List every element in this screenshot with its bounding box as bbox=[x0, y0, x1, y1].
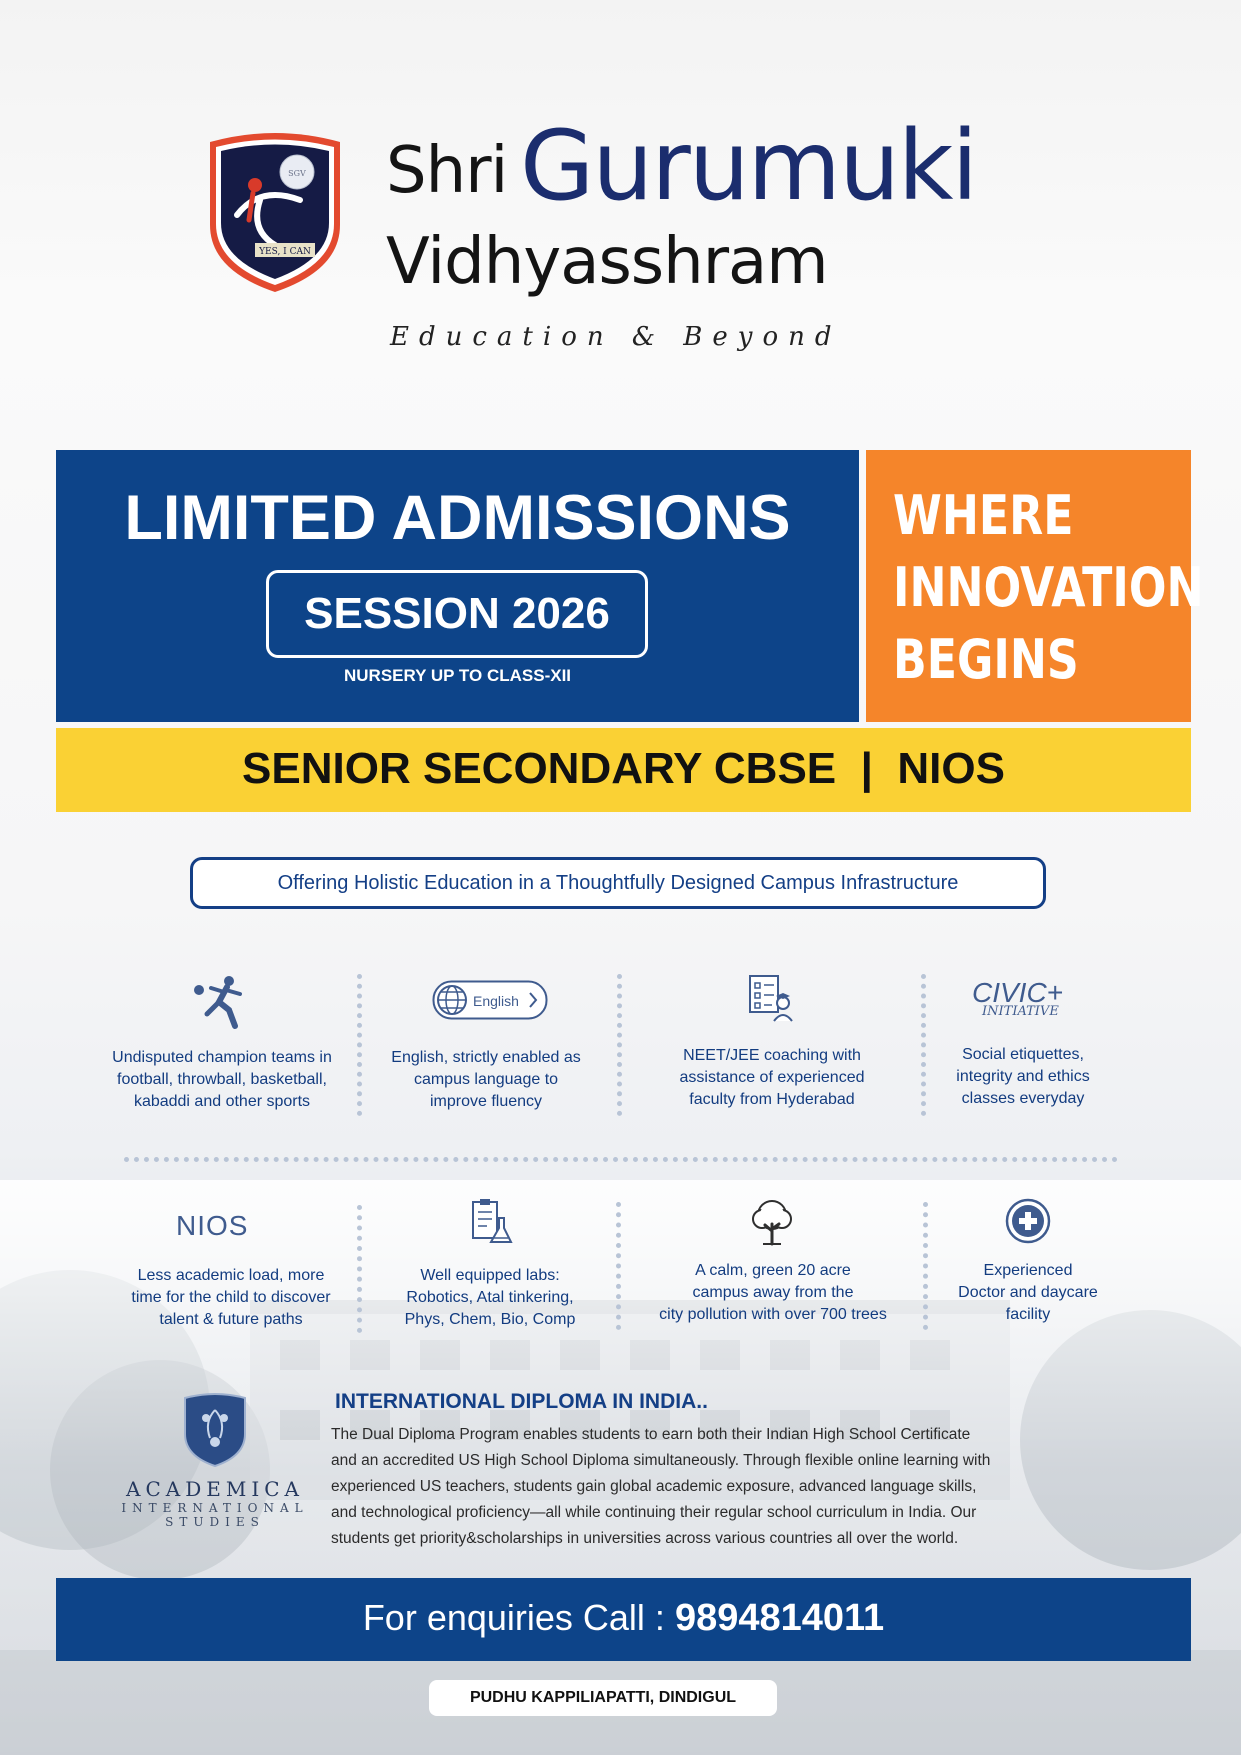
feature-line: classes everyday bbox=[961, 1090, 1085, 1107]
feature-line: Undisputed champion teams in bbox=[112, 1049, 332, 1066]
feature-line: time for the child to discover bbox=[131, 1289, 331, 1306]
academica-shield-icon bbox=[182, 1392, 248, 1468]
limited-admissions-headline: LIMITED ADMISSIONS bbox=[124, 483, 791, 553]
academica-sub-2: STUDIES bbox=[165, 1515, 265, 1529]
crest-monogram: SGV bbox=[288, 169, 306, 178]
feature-line: integrity and ethics bbox=[956, 1068, 1090, 1085]
feature-line: Less academic load, more bbox=[137, 1267, 325, 1284]
academica-sub-1: INTERNATIONAL bbox=[121, 1501, 309, 1515]
feature-civic-text bbox=[898, 1044, 1148, 1110]
feature-labs-text bbox=[365, 1265, 615, 1331]
slogan-line-1: WHERE bbox=[893, 484, 1074, 547]
feature-coaching-text bbox=[647, 1045, 897, 1111]
feature-medical-text bbox=[903, 1260, 1153, 1326]
feature-sports-text bbox=[97, 1047, 347, 1113]
diploma-title: INTERNATIONAL DIPLOMA IN INDIA.. bbox=[335, 1390, 708, 1413]
feature-line: Experienced bbox=[983, 1262, 1073, 1279]
column-divider bbox=[617, 974, 622, 1116]
english-badge-label: English bbox=[473, 993, 519, 1009]
nios-icon: NIOS bbox=[176, 1210, 249, 1241]
column-divider bbox=[616, 1202, 621, 1330]
feature-line: talent & future paths bbox=[159, 1311, 303, 1328]
feature-line: Social etiquettes, bbox=[962, 1046, 1084, 1063]
diploma-description bbox=[331, 1422, 1061, 1552]
column-divider bbox=[357, 1205, 362, 1333]
board-text: SENIOR SECONDARY CBSE | NIOS bbox=[242, 744, 1005, 793]
feature-line: Doctor and daycare bbox=[958, 1284, 1098, 1301]
enquiry-label: For enquiries Call : bbox=[362, 1597, 675, 1638]
session-badge: SESSION 2026 bbox=[266, 570, 648, 658]
feature-line: Robotics, Atal tinkering, bbox=[406, 1289, 574, 1306]
academica-name: ACADEMICA bbox=[126, 1477, 304, 1501]
feature-line: faculty from Hyderabad bbox=[689, 1091, 855, 1108]
feature-line: NEET/JEE coaching with bbox=[683, 1047, 861, 1064]
lab-flask-icon bbox=[469, 1198, 513, 1246]
enquiry-phone[interactable]: 9894814011 bbox=[674, 1597, 885, 1639]
feature-line: improve fluency bbox=[429, 1093, 543, 1110]
diploma-line: and technological proficiency—all while continuing their regular school curriculum in India. Our bbox=[331, 1504, 977, 1521]
feature-line: campus away from the bbox=[692, 1284, 854, 1301]
diploma-line: and an accredited US High School Diploma simultaneously. Through flexible online learning with bbox=[331, 1452, 991, 1469]
diploma-line: The Dual Diploma Program enables students to earn both their Indian High School Certificate bbox=[331, 1426, 971, 1443]
slogan-text bbox=[893, 480, 1204, 696]
feature-line: campus language to bbox=[413, 1071, 559, 1088]
feature-english-text bbox=[361, 1047, 611, 1113]
class-range: NURSERY UP TO CLASS-XII bbox=[343, 666, 572, 685]
feature-line: English, strictly enabled as bbox=[391, 1049, 581, 1066]
slogan-line-3: BEGINS bbox=[893, 628, 1079, 691]
diploma-line: experienced US teachers, students gain global academic exposure, advanced language skills, bbox=[331, 1478, 977, 1495]
column-divider bbox=[357, 974, 362, 1116]
column-divider bbox=[923, 1202, 928, 1330]
civic-sublabel: INITIATIVE bbox=[982, 1004, 1059, 1019]
feature-line: football, throwball, basketball, bbox=[117, 1071, 327, 1088]
feature-line: Well equipped labs: bbox=[420, 1267, 560, 1284]
crest-motto: YES, I CAN bbox=[259, 247, 311, 257]
school-name-gurumuki: Gurumuki bbox=[520, 110, 977, 222]
civic-label: CIVIC+ bbox=[972, 977, 1064, 1008]
academica-logo bbox=[120, 1392, 310, 1529]
row-divider bbox=[124, 1157, 1118, 1162]
feature-line: kabaddi and other sports bbox=[133, 1093, 311, 1110]
address-badge: PUDHU KAPPILIAPATTI, DINDIGUL bbox=[429, 1680, 777, 1716]
school-tagline: Education & Beyond bbox=[390, 322, 842, 352]
enquiry-text bbox=[56, 1597, 1191, 1640]
offering-banner: Offering Holistic Education in a Thoughtfully Designed Campus Infrastructure bbox=[190, 857, 1046, 909]
feature-line: Phys, Chem, Bio, Comp bbox=[404, 1311, 576, 1328]
feature-line: assistance of experienced bbox=[679, 1069, 865, 1086]
column-divider bbox=[921, 974, 926, 1116]
civic-initiative-icon bbox=[972, 977, 1082, 1019]
football-player-icon bbox=[193, 974, 249, 1030]
medical-cross-icon bbox=[1005, 1198, 1051, 1244]
globe-english-icon bbox=[432, 980, 548, 1020]
school-name-shri: Shri bbox=[386, 134, 508, 208]
feature-line: A calm, green 20 acre bbox=[695, 1262, 851, 1279]
school-name-vidhyasshram: Vidhyasshram bbox=[386, 225, 828, 299]
feature-line: facility bbox=[1005, 1306, 1051, 1323]
tree-icon bbox=[749, 1198, 795, 1246]
school-crest-logo bbox=[205, 130, 345, 295]
exam-checklist-icon bbox=[746, 973, 796, 1023]
feature-line: city pollution with over 700 trees bbox=[659, 1306, 887, 1323]
feature-nios-text bbox=[106, 1265, 356, 1331]
slogan-line-2: INNOVATION bbox=[893, 556, 1204, 619]
feature-campus-text bbox=[633, 1260, 913, 1326]
diploma-line: students get priority&scholarships in universities across various countries all over the world. bbox=[331, 1530, 959, 1547]
